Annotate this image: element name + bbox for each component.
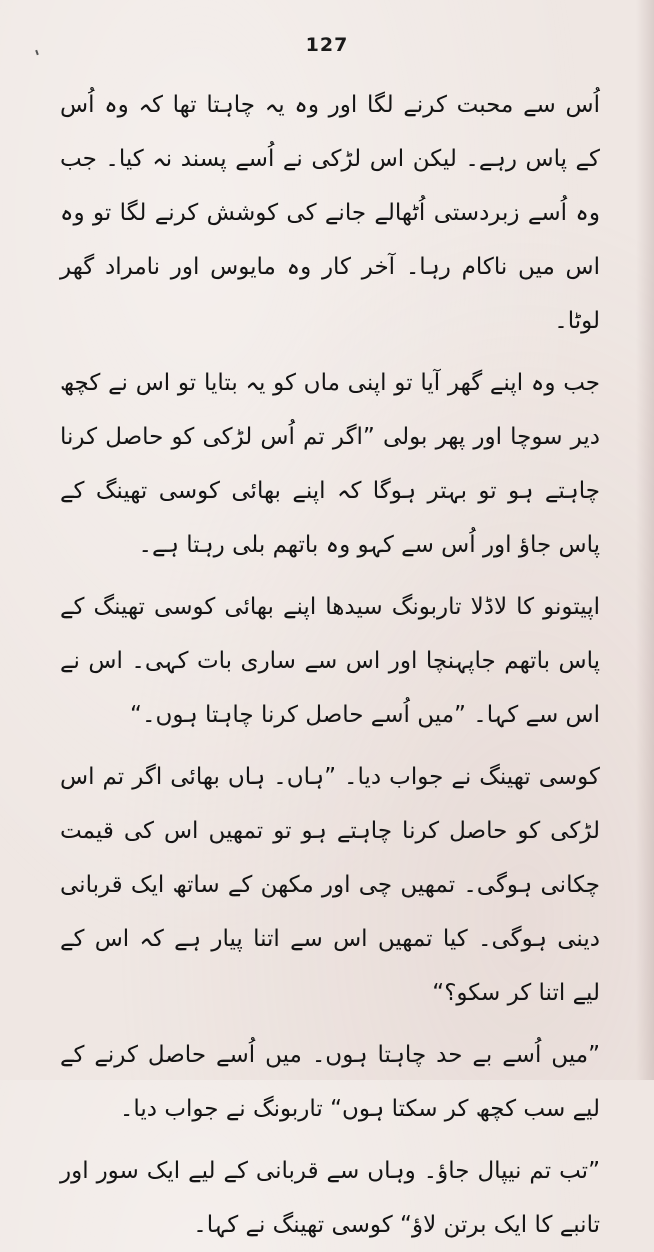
body-text: [60, 78, 600, 1252]
paragraph-1: اُس سے محبت کرنے لگا اور وہ یہ چاہتا تھا کہ وہ اُس کے پاس رہے۔ لیکن اس لڑکی نے اُسے پسند نہ کیا۔ جب وہ اُسے زبردستی اُٹھالے جانے کی کوشش کرنے لگا تو وہ اس میں ناکام رہا۔ آخر کار وہ مایوس اور نامراد گھر لوٹا۔: [60, 92, 600, 334]
paragraph-2: جب وہ اپنے گھر آیا تو اپنی ماں کو یہ بتایا تو اس نے کچھ دیر سوچا اور پھر بولی ”اگر تم اُس لڑکی کو حاصل کرنا چاہتے ہو تو بہتر ہوگا کہ اپنے بھائی کوسی تھینگ کے پاس جاؤ اور اُس سے کہو وہ باتھم بلی رہتا ہے۔: [60, 370, 600, 558]
paragraph-5: ”میں اُسے بے حد چاہتا ہوں۔ میں اُسے حاصل کرنے کے لیے سب کچھ کر سکتا ہوں“ تاربونگ نے جواب دیا۔: [60, 1042, 600, 1122]
paragraph-3: اپیتونو کا لاڈلا تاربونگ سیدھا اپنے بھائی کوسی تھینگ کے پاس باتھم جاپہنچا اور اس سے ساری بات کہی۔ اس نے اس سے کہا۔ ”میں اُسے حاصل کرنا چاہتا ہوں۔“: [60, 594, 600, 728]
page-number: 127: [305, 34, 349, 56]
paragraph-6: ”تب تم نیپال جاؤ۔ وہاں سے قربانی کے لیے ایک سور اور تانبے کا ایک برتن لاؤ“ کوسی تھینگ نے کہا۔: [60, 1158, 600, 1238]
page-edge-shadow: [636, 0, 654, 1080]
paragraph-4: کوسی تھینگ نے جواب دیا۔ ”ہاں۔ ہاں بھائی اگر تم اس لڑکی کو حاصل کرنا چاہتے ہو تو تمھیں اس کی قیمت چکانی ہوگی۔ تمھیں چی اور مکھن کے ساتھ ایک قربانی دینی ہوگی۔ کیا تمھیں اس سے اتنا پیار ہے کہ اس کے لیے اتنا کر سکو؟“: [60, 764, 600, 1006]
